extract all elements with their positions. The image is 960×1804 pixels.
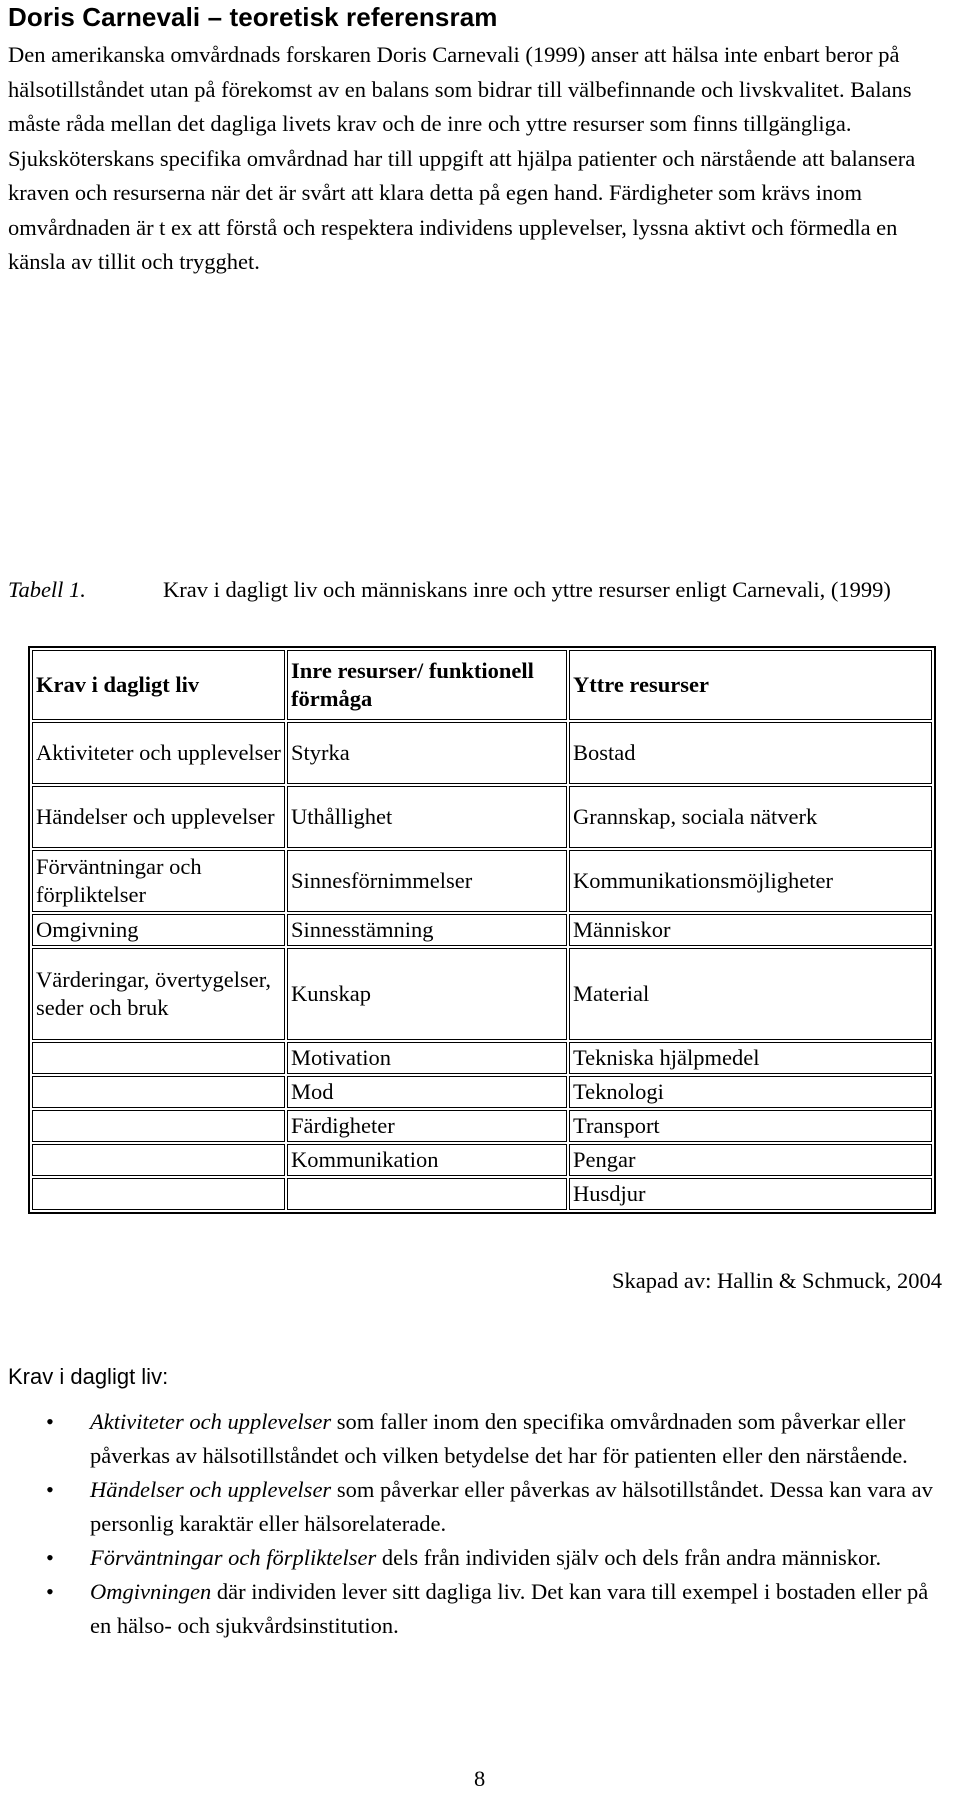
table-row xyxy=(32,1178,932,1210)
table-cell: Tekniska hjälpmedel xyxy=(569,1042,932,1074)
table-cell: Grannskap, sociala nätverk xyxy=(569,786,932,848)
list-item-term: Omgivningen xyxy=(90,1579,212,1604)
table-cell-empty xyxy=(32,1178,285,1210)
table-credit: Skapad av: Hallin & Schmuck, 2004 xyxy=(612,1268,942,1293)
table-cell: Motivation xyxy=(287,1042,567,1074)
list-item xyxy=(8,1405,952,1473)
table-cell: Styrka xyxy=(287,722,567,784)
table-cell-empty xyxy=(32,1076,285,1108)
list-item-term: Aktiviteter och upplevelser xyxy=(90,1409,332,1434)
table-cell: Sinnesförnimmelser xyxy=(287,850,567,912)
table-cell-empty xyxy=(32,1110,285,1142)
list-item xyxy=(8,1541,952,1575)
list-item-term: Förväntningar och förpliktelser xyxy=(90,1545,377,1570)
table-cell: Pengar xyxy=(569,1144,932,1176)
table-cell-empty xyxy=(32,1042,285,1074)
demands-list xyxy=(8,1405,952,1643)
list-item-term: Händelser och upplevelser xyxy=(90,1477,332,1502)
table-cell: Människor xyxy=(569,914,932,946)
table-cell: Sinnesstämning xyxy=(287,914,567,946)
list-item-text: dels från individen själv och dels från andra människor. xyxy=(376,1545,882,1570)
table-row xyxy=(32,786,932,848)
table-cell: Husdjur xyxy=(569,1178,932,1210)
table-cell: Färdigheter xyxy=(287,1110,567,1142)
list-item-text: som faller inom den specifika omvårdnaden som påverkar eller påverkas av hälsotillståndet och vilken betydelse det har för patienten eller den närstående. xyxy=(90,1409,908,1468)
table-cell: Material xyxy=(569,948,932,1040)
table-cell: Teknologi xyxy=(569,1076,932,1108)
table-cell: Kommunikation xyxy=(287,1144,567,1176)
table-row xyxy=(32,1076,932,1108)
table-row xyxy=(32,850,932,912)
bullet-icon: • xyxy=(46,1477,54,1502)
table-cell: Transport xyxy=(569,1110,932,1142)
page-number: 8 xyxy=(474,1766,486,1791)
table-cell-empty xyxy=(287,1178,567,1210)
table-cell-empty xyxy=(32,1144,285,1176)
table-row xyxy=(32,948,932,1040)
header-demands: Krav i dagligt liv xyxy=(32,650,285,720)
table-cell: Förväntningar och förpliktelser xyxy=(32,850,285,912)
table-cell: Aktiviteter och upplevelser xyxy=(32,722,285,784)
resources-table xyxy=(28,646,936,1214)
table-header-row xyxy=(32,650,932,720)
table-cell: Värderingar, övertygelser, seder och bruk xyxy=(32,948,285,1040)
list-item-text: där individen lever sitt dagliga liv. Det kan vara till exempel i bostaden eller på en hälso- och sjukvårdsinstitution. xyxy=(90,1579,929,1638)
table-cell: Händelser och upplevelser xyxy=(32,786,285,848)
header-inner-resources: Inre resurser/ funktionell förmåga xyxy=(287,650,567,720)
list-item xyxy=(8,1473,952,1541)
list-item xyxy=(8,1575,952,1643)
table-row xyxy=(32,722,932,784)
intro-paragraph: Den amerikanska omvårdnads forskaren Doris Carnevali (1999) anser att hälsa inte enbart beror på hälsotillståndet utan på förekomst av en balans som bidrar till välbefinnande och livskvalitet. Balans måste råda mellan det dagliga livets krav och de inre och yttre resurser som finns tillgängliga. Sjuksköterskans specifika omvårdnad har till uppgift att hjälpa patienter och närstående att balansera kraven och resurserna när det är svårt att klara detta på egen hand. Färdigheter som krävs inom omvårdnaden är t ex att förstå och respektera individens upplevelser, lyssna aktivt och förmedla en känsla av tillit och trygghet. xyxy=(8,42,916,274)
table-cell: Kunskap xyxy=(287,948,567,1040)
table-cell: Bostad xyxy=(569,722,932,784)
table-label: Tabell 1. xyxy=(8,577,86,602)
table-row xyxy=(32,1042,932,1074)
bullet-icon: • xyxy=(46,1545,54,1570)
section-title: Doris Carnevali – teoretisk referensram xyxy=(8,2,498,32)
table-row xyxy=(32,1144,932,1176)
subsection-heading: Krav i dagligt liv: xyxy=(8,1364,169,1389)
table-row xyxy=(32,1110,932,1142)
bullet-icon: • xyxy=(46,1579,54,1604)
table-caption-text: Krav i dagligt liv och människans inre och yttre resurser enligt Carnevali, (1999) xyxy=(163,577,891,602)
table-row xyxy=(32,914,932,946)
table-cell: Kommunikationsmöjligheter xyxy=(569,850,932,912)
table-cell: Mod xyxy=(287,1076,567,1108)
table-cell: Omgivning xyxy=(32,914,285,946)
header-outer-resources: Yttre resurser xyxy=(569,650,932,720)
bullet-icon: • xyxy=(46,1409,54,1434)
list-item-text: som påverkar eller påverkas av hälsotillståndet. Dessa kan vara av personlig karaktär eller hälsorelaterade. xyxy=(90,1477,933,1536)
table-cell: Uthållighet xyxy=(287,786,567,848)
